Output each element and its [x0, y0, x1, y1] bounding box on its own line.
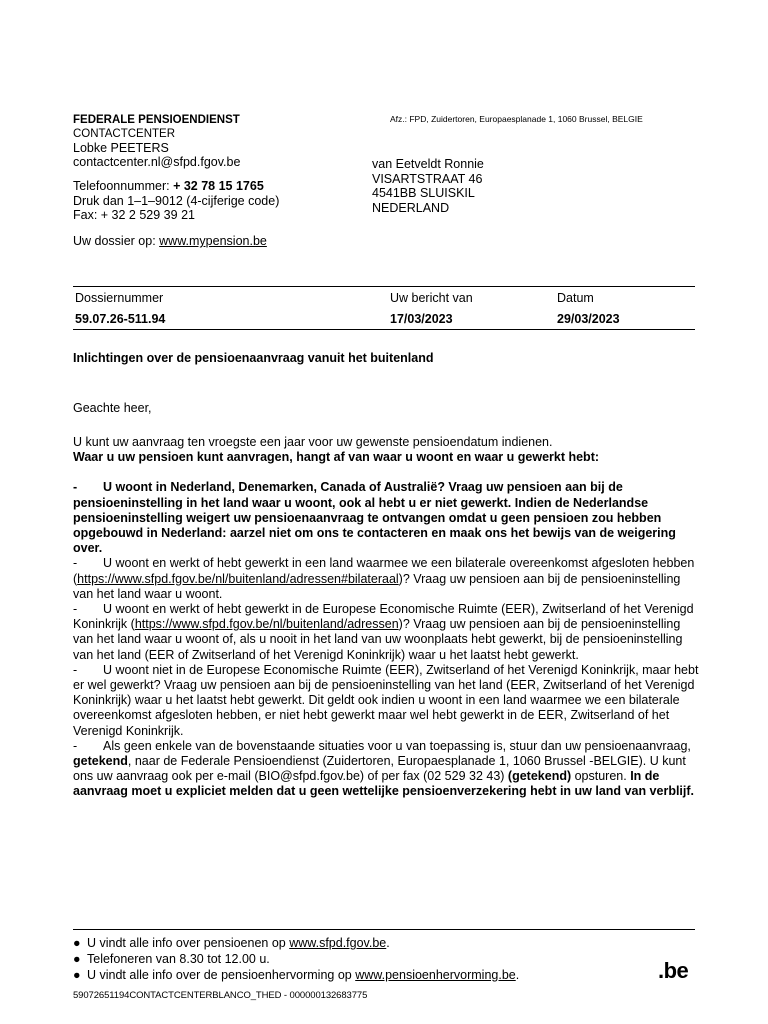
item-3-text-a: U woont en werkt of hebt gewerkt in de Europese Economische Ruimte (EER), Zwitserland of het Verenigd Koninkrijk ( [73, 602, 694, 632]
reference-rule-top [73, 286, 695, 287]
list-item [73, 663, 703, 739]
sender-block [73, 113, 240, 169]
dash-marker: - [73, 602, 78, 617]
footer-item-3-b: . [515, 968, 520, 982]
dossier-number-label: Dossiernummer [75, 291, 164, 305]
list-item [73, 739, 703, 800]
item-5-signed: getekend [73, 754, 128, 769]
fax-line: Fax: + 32 2 529 39 21 [73, 208, 195, 222]
message-date-label: Uw bericht van [390, 291, 473, 305]
phone-value: + 32 78 15 1765 [173, 179, 264, 193]
item-3-text-b: )? Vraag uw pensioen aan bij de pensioeninstelling van het land waar u woont of, als u nooit in het land van uw woonplaats hebt gewerkt, bij de pensioeninstelling van het land (EER of Zwitserland of het Verenigd Koninkrijk) waar u het laatst hebt gewerkt. [73, 617, 683, 662]
letter-greeting: Geachte heer, [73, 401, 152, 415]
letter-date-value: 29/03/2023 [557, 312, 620, 326]
phone-line [73, 179, 279, 194]
item-1-text: U woont in Nederland, Denemarken, Canada of Australië? Vraag uw pensioen aan bij de pensioeninstelling in het land waar u woont, ook al hebt u er niet gewerkt. Indien de Nederlandse pensioeninstelling weigert uw pensioenaanvraag te ontvangen omdat u geen pensioen zou hebben opgebouwd in Nederland: aarzel niet om ons te contacteren en maak ons het bewijs van de weigering over. [73, 480, 676, 556]
list-item [73, 556, 703, 602]
document-code: 59072651194CONTACTCENTERBLANCO_THED - 000000132683775 [73, 990, 368, 1001]
footer-rule [73, 929, 695, 930]
addresses-link[interactable]: https://www.sfpd.fgov.be/nl/buitenland/adressen [134, 617, 399, 632]
bullet-icon: ● [73, 952, 81, 966]
letter-date-label: Datum [557, 291, 594, 305]
bullet-icon: ● [73, 936, 81, 950]
item-5-text-f: In de aanvraag moet u expliciet melden dat u geen wettelijke pensioenverzekering hebt in uw land van verblijf. [73, 769, 695, 799]
footer-item-2: Telefoneren van 8.30 tot 12.00 u. [87, 952, 270, 966]
mypension-link[interactable]: www.mypension.be [159, 234, 267, 248]
footer-item [73, 935, 519, 951]
item-5-text-e: opsturen. [571, 769, 631, 784]
bilateral-link[interactable]: https://www.sfpd.fgov.be/nl/buitenland/adressen#bilateraal [77, 571, 399, 586]
recipient-country: NEDERLAND [372, 200, 450, 215]
intro-text: U kunt uw aanvraag ten vroegste een jaar voor uw gewenste pensioendatum indienen. [73, 435, 553, 449]
sender-org: FEDERALE PENSIOENDIENST [73, 114, 240, 126]
footer-item-3-a: U vindt alle info over de pensioenhervorming op [87, 968, 356, 982]
sender-name: Lobke PEETERS [73, 141, 169, 155]
item-5-text-c: , naar de Federale Pensioendienst (Zuidertoren, Europaesplanade 1, 1060 Brussel -BELGIE). U kunt ons uw aanvraag ook per e-mail (BIO@sfpd.fgov.be) of per fax (02 529 32 43) [73, 754, 686, 784]
letter-body [73, 435, 703, 800]
return-address: Afz.: FPD, Zuidertoren, Europaesplanade 1, 1060 Brussel, BELGIE [390, 114, 643, 124]
dash-marker: - [73, 480, 78, 495]
intro-bold-text: Waar u uw pensioen kunt aanvragen, hangt af van waar u woont en waar u gewerkt hebt: [73, 450, 600, 465]
reference-rule-bottom [73, 329, 695, 330]
recipient-block [372, 157, 484, 215]
item-2-text-b: )? Vraag uw pensioen aan bij de pensioeninstelling van het land waar u woont. [73, 571, 681, 601]
dossier-number-value: 59.07.26-511.94 [75, 312, 166, 326]
footer-item [73, 967, 519, 983]
item-2-text-a: U woont en werkt of hebt gewerkt in een land waarmee we een bilaterale overeenkomst afgesloten hebben ( [73, 556, 695, 586]
bullet-icon: ● [73, 968, 81, 982]
footer-info [73, 935, 519, 983]
sender-dept: CONTACTCENTER [73, 128, 176, 140]
dash-marker: - [73, 662, 78, 677]
sender-contact [73, 179, 279, 223]
dossier-online-label: Uw dossier op: [73, 234, 160, 248]
footer-item-1-b: . [386, 936, 390, 950]
message-date-value: 17/03/2023 [390, 312, 453, 326]
dial-line: Druk dan 1–1–9012 (4-cijferige code) [73, 193, 280, 208]
letter-subject: Inlichtingen over de pensioenaanvraag vanuit het buitenland [73, 351, 434, 365]
item-5-signed-paren: (getekend) [507, 769, 572, 784]
dash-marker: - [73, 556, 78, 571]
sfpd-link[interactable]: www.sfpd.fgov.be [289, 936, 387, 950]
item-4-text: U woont niet in de Europese Economische Ruimte (EER), Zwitserland of het Verenigd Koninkrijk, maar hebt er wel gewerkt? Vraag uw pensioen aan bij de pensioeninstelling van het land (EER, Zwitserland of het Verenigd Koninkrijk) waar u het laatst hebt gewerkt. Dit geldt ook indien u woont in een land waarmee we een bilaterale overeenkomst afgesloten hebben, er niet hebt gewerkt maar wel hebt gewerkt in de EER, Zwitserland of het Verenigd Koninkrijk. [73, 662, 699, 738]
list-item [73, 602, 703, 663]
list-item [73, 480, 703, 556]
recipient-street: VISARTSTRAAT 46 [372, 171, 483, 186]
dash-marker: - [73, 738, 78, 753]
phone-label: Telefoonnummer: [73, 179, 174, 193]
recipient-city: 4541BB SLUISKIL [372, 186, 475, 200]
recipient-name: van Eetveldt Ronnie [372, 157, 484, 171]
footer-item-1-a: U vindt alle info over pensioenen op [87, 936, 290, 950]
pensioenhervorming-link[interactable]: www.pensioenhervorming.be [355, 968, 516, 982]
sender-email: contactcenter.nl@sfpd.fgov.be [73, 155, 241, 169]
dossier-online [73, 234, 267, 248]
be-logo: .be [658, 958, 689, 983]
item-5-text-a: Als geen enkele van de bovenstaande situaties voor u van toepassing is, stuur dan uw pensioenaanvraag, [103, 738, 691, 753]
footer-item [73, 951, 519, 967]
